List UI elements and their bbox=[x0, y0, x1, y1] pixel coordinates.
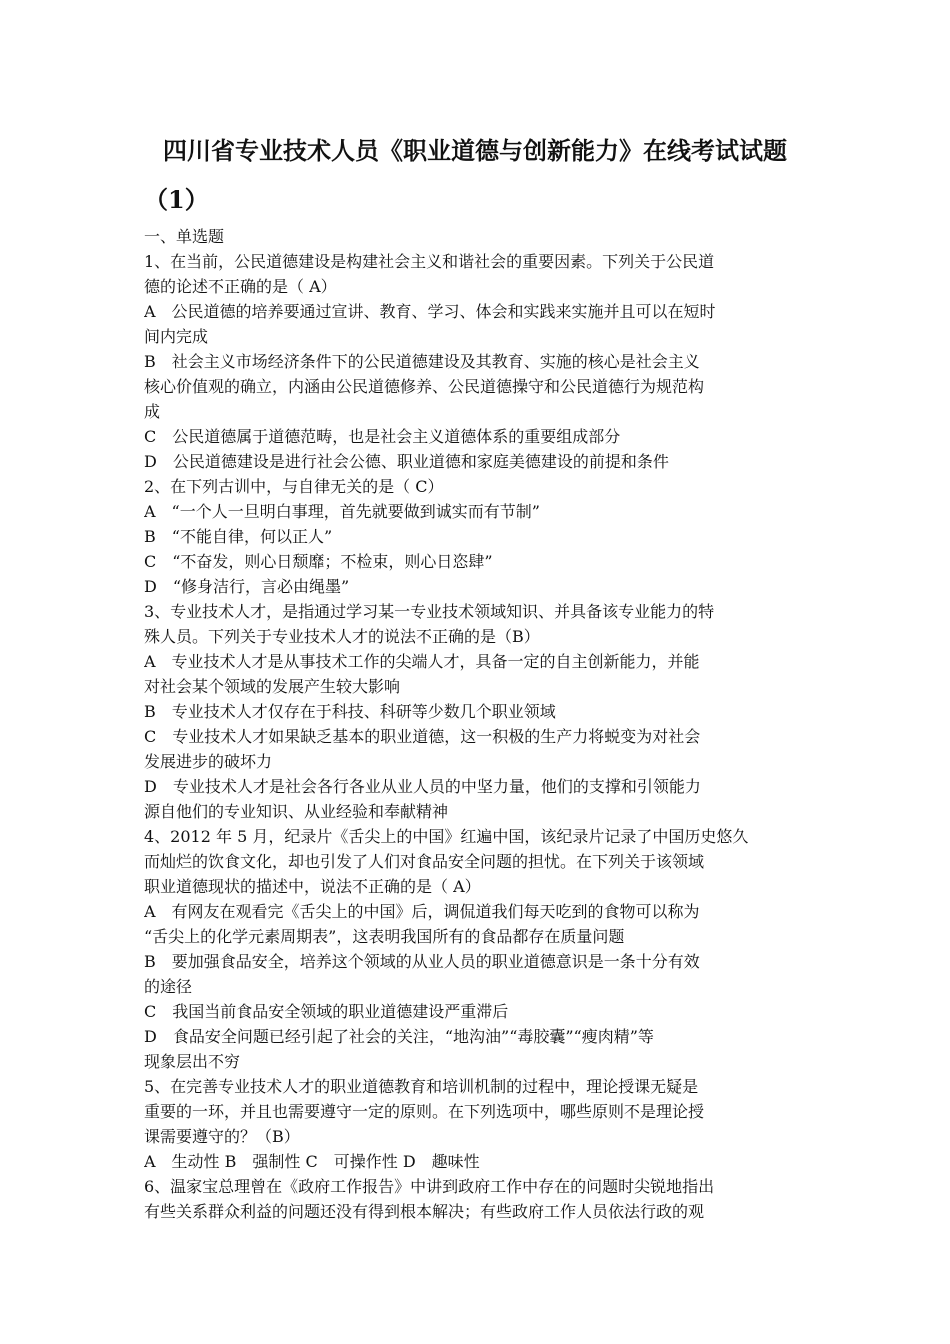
text-line: 重要的一环，并且也需要遵守一定的原则。在下列选项中，哪些原则不是理论授 bbox=[144, 1102, 705, 1121]
text-line: C “不奋发，则心日颓靡；不检束，则心日恣肆” bbox=[144, 552, 493, 571]
text-line: A “一个人一旦明白事理，首先就要做到诚实而有节制” bbox=[144, 502, 540, 521]
text-line: 3、专业技术人才，是指通过学习某一专业技术领域知识、并具备该专业能力的特 bbox=[144, 602, 715, 621]
document-body bbox=[144, 224, 808, 1224]
text-line: C 我国当前食品安全领域的职业道德建设严重滞后 bbox=[144, 1002, 509, 1021]
document-title: 四川省专业技术人员《职业道德与创新能力》在线考试试题 bbox=[163, 136, 787, 165]
text-line: D “修身洁行，言必由绳墨” bbox=[144, 577, 350, 596]
text-line: A 公民道德的培养要通过宣讲、教育、学习、体会和实践来实施并且可以在短时 bbox=[144, 302, 716, 321]
document-title-suffix: （1） bbox=[144, 185, 209, 214]
text-line: B 专业技术人才仅存在于科技、科研等少数几个职业领域 bbox=[144, 702, 556, 721]
text-line: 的途径 bbox=[144, 977, 193, 996]
text-line: 2、在下列古训中，与自律无关的是（ C） bbox=[144, 477, 444, 496]
text-line: “舌尖上的化学元素周期表”，这表明我国所有的食品都存在质量问题 bbox=[144, 927, 625, 946]
text-line: 1、在当前，公民道德建设是构建社会主义和谐社会的重要因素。下列关于公民道 bbox=[144, 252, 715, 271]
text-line: 5、在完善专业技术人才的职业道德教育和培训机制的过程中，理论授课无疑是 bbox=[144, 1077, 699, 1096]
text-line: A 专业技术人才是从事技术工作的尖端人才，具备一定的自主创新能力，并能 bbox=[144, 652, 700, 671]
text-line: A 有网友在观看完《舌尖上的中国》后，调侃道我们每天吃到的食物可以称为 bbox=[144, 902, 700, 921]
text-line: C 专业技术人才如果缺乏基本的职业道德，这一积极的生产力将蜕变为对社会 bbox=[144, 727, 701, 746]
text-line: 德的论述不正确的是（ A） bbox=[144, 277, 337, 296]
text-line: A 生动性 B 强制性 C 可操作性 D 趣味性 bbox=[144, 1152, 480, 1171]
text-line: 源自他们的专业知识、从业经验和奉献精神 bbox=[144, 802, 449, 821]
text-line: B 社会主义市场经济条件下的公民道德建设及其教育、实施的核心是社会主义 bbox=[144, 352, 700, 371]
text-line: 而灿烂的饮食文化，却也引发了人们对食品安全问题的担忧。在下列关于该领域 bbox=[144, 852, 705, 871]
text-line: 对社会某个领域的发展产生较大影响 bbox=[144, 677, 401, 696]
text-line: 4、2012 年 5 月，纪录片《舌尖上的中国》红遍中国，该纪录片记录了中国历史悠久 bbox=[144, 827, 749, 846]
text-line: 课需要遵守的？（B） bbox=[144, 1127, 300, 1146]
text-line: D 食品安全问题已经引起了社会的关注，“地沟油”“毒胶囊”“瘦肉精”等 bbox=[144, 1027, 654, 1046]
text-line: 核心价值观的确立，内涵由公民道德修养、公民道德操守和公民道德行为规范构 bbox=[144, 377, 705, 396]
text-line: 殊人员。下列关于专业技术人才的说法不正确的是（B） bbox=[144, 627, 540, 646]
text-line: 间内完成 bbox=[144, 327, 209, 346]
text-line: 成 bbox=[144, 402, 161, 421]
section-heading: 一、单选题 bbox=[144, 227, 225, 246]
text-lines bbox=[144, 249, 808, 1224]
text-line: B “不能自律，何以正人” bbox=[144, 527, 333, 546]
text-line: 6、温家宝总理曾在《政府工作报告》中讲到政府工作中存在的问题时尖锐地指出 bbox=[144, 1177, 715, 1196]
text-line: D 专业技术人才是社会各行各业从业人员的中坚力量，他们的支撑和引领能力 bbox=[144, 777, 701, 796]
text-line: 有些关系群众利益的问题还没有得到根本解决；有些政府工作人员依法行政的观 bbox=[144, 1202, 705, 1221]
text-line: D 公民道德建设是进行社会公德、职业道德和家庭美德建设的前提和条件 bbox=[144, 452, 669, 471]
text-line: C 公民道德属于道德范畴，也是社会主义道德体系的重要组成部分 bbox=[144, 427, 621, 446]
text-line: 现象层出不穷 bbox=[144, 1052, 241, 1071]
text-line: 职业道德现状的描述中，说法不正确的是（ A） bbox=[144, 877, 481, 896]
text-line: 发展进步的破坏力 bbox=[144, 752, 273, 771]
text-line: B 要加强食品安全，培养这个领域的从业人员的职业道德意识是一条十分有效 bbox=[144, 952, 700, 971]
